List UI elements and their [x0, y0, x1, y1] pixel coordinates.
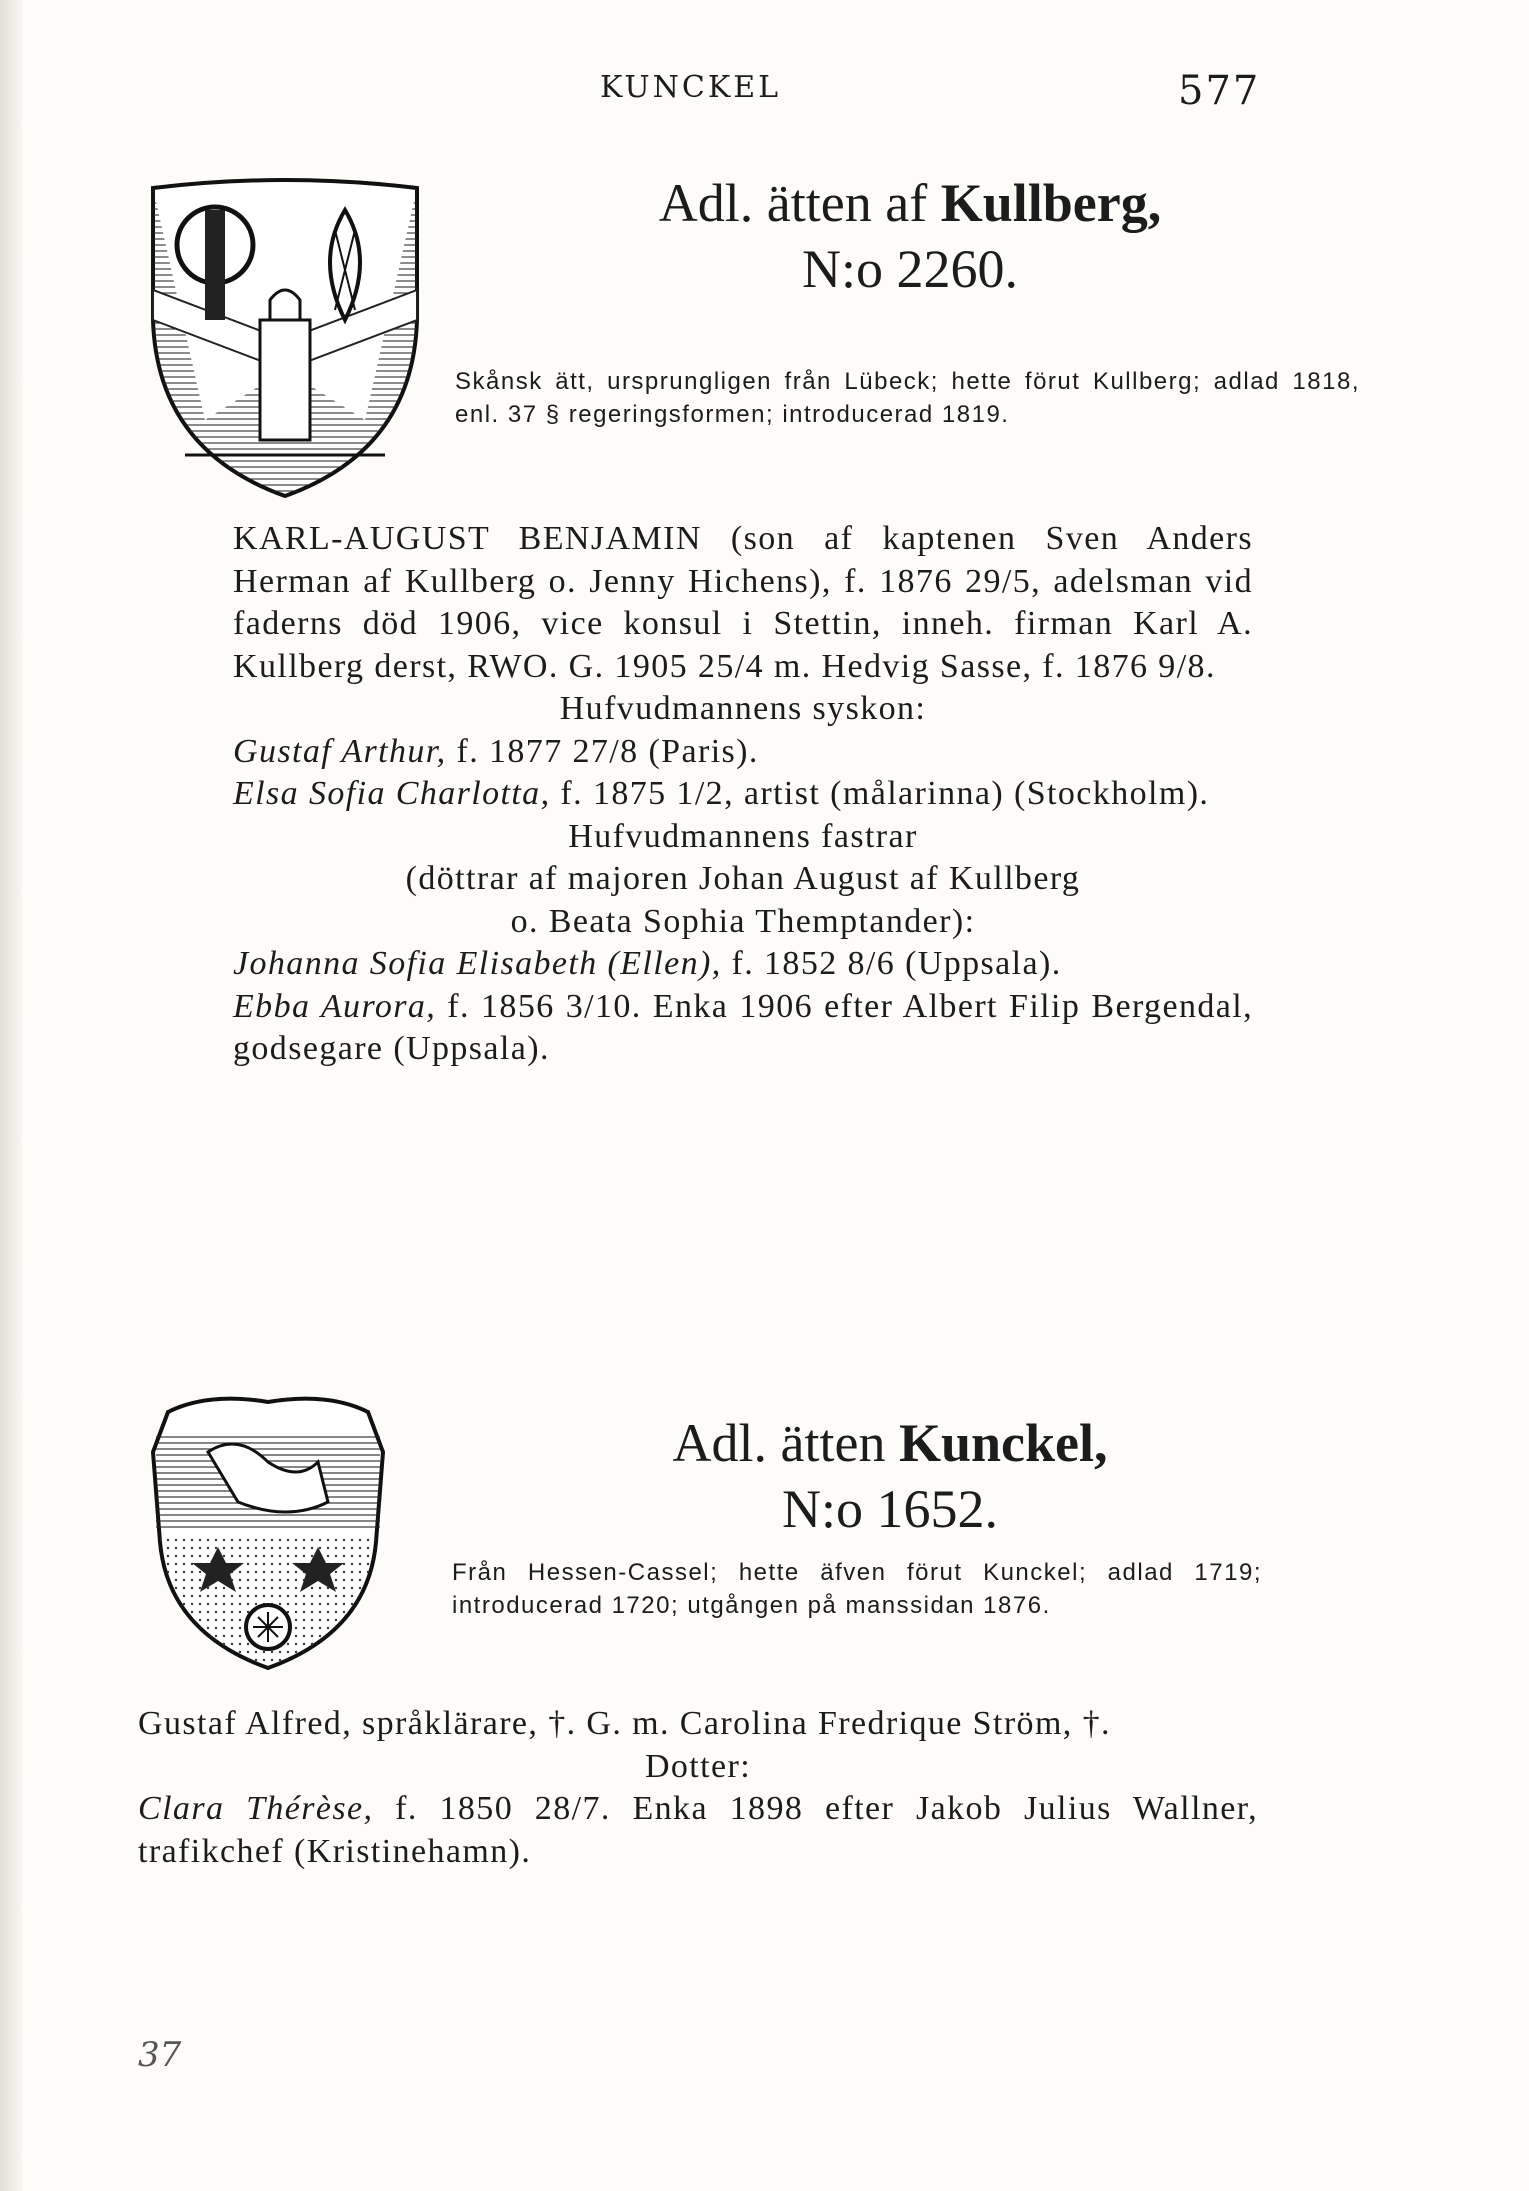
- sibling-name: Gustaf Arthur,: [233, 732, 447, 770]
- section1-body: [233, 518, 1253, 1071]
- section2-subtitle: Från Hessen-Cassel; hette äfven förut Kunckel; adlad 1719; introducerad 1720; utgången på manssidan 1876.: [452, 1559, 1262, 1619]
- section2-title-prefix: Adl. ätten: [672, 1413, 899, 1473]
- section1-subtitle: Skånsk ätt, ursprungligen från Lübeck; hette förut Kullberg; adlad 1818, enl. 37 § regeringsformen; introducerad 1819.: [455, 368, 1360, 428]
- page-edge-stain: [0, 0, 22, 2191]
- daughter-entry: [138, 1788, 1258, 1873]
- aunts-heading-parents: (döttrar af majoren Johan August af Kullberg: [405, 860, 1081, 897]
- aunt-entry: [233, 943, 1253, 986]
- siblings-heading: Hufvudmannens syskon:: [559, 690, 927, 727]
- aunts-heading-mother: o. Beata Sophia Themptander):: [510, 902, 976, 940]
- sibling-entry: [233, 773, 1253, 816]
- aunt-entry: [233, 986, 1253, 1071]
- section1-head-of-family: KARL-AUGUST BENJAMIN (son af kaptenen Sven Anders Herman af Kullberg o. Jenny Hichens), f. 1876 29/5, adelsman vid faderns död 1906, vice konsul i Stettin, inneh. firman Karl A. Kullberg derst, RWO. G. 1905 25/4 m. Hedvig Sasse, f. 1876 9/8.: [233, 520, 1253, 685]
- coat-of-arms-kunckel-icon: [148, 1392, 388, 1672]
- signature-mark: 37: [138, 2035, 182, 2075]
- section2-title: [420, 1410, 1360, 1476]
- section1-title: [460, 170, 1360, 236]
- sibling-entry: [233, 731, 1253, 774]
- aunt-name: Johanna Sofia Elisabeth (Ellen),: [233, 945, 722, 982]
- daughter-details: f. 1850 28/7. Enka 1898 efter Jakob Julius Wallner, trafikchef (Kristinehamn).: [138, 1790, 1258, 1870]
- section1-family-name: Kullberg,: [940, 173, 1162, 233]
- coat-of-arms-kullberg-icon: [145, 170, 425, 500]
- aunt-details: f. 1852 8/6 (Uppsala).: [721, 945, 1062, 982]
- running-head-title: KUNCKEL: [600, 70, 782, 105]
- aunts-heading: Hufvudmannens fastrar: [568, 817, 918, 855]
- sibling-details: f. 1877 27/8 (Paris).: [446, 732, 759, 770]
- sibling-name: Elsa Sofia Charlotta,: [233, 775, 551, 812]
- page-number: 577: [1178, 68, 1261, 114]
- section1-number: N:o 2260.: [802, 239, 1018, 299]
- aunt-details: f. 1856 3/10. Enka 1906 efter Albert Filip Bergendal, godsegare (Uppsala).: [233, 987, 1253, 1067]
- daughter-heading: Dotter:: [644, 1747, 752, 1785]
- section1-title-prefix: Adl. ätten af: [658, 173, 941, 233]
- sibling-details: f. 1875 1/2, artist (målarinna) (Stockholm).: [550, 775, 1210, 812]
- aunt-name: Ebba Aurora,: [233, 987, 437, 1025]
- section2-family-name: Kunckel,: [898, 1413, 1108, 1473]
- section2-body: [138, 1703, 1258, 1873]
- section2-number: N:o 1652.: [782, 1479, 998, 1539]
- daughter-name: Clara Thérèse,: [138, 1790, 374, 1827]
- section2-entry: Gustaf Alfred, språklärare, †. G. m. Carolina Fredrique Ström, †.: [138, 1705, 1111, 1742]
